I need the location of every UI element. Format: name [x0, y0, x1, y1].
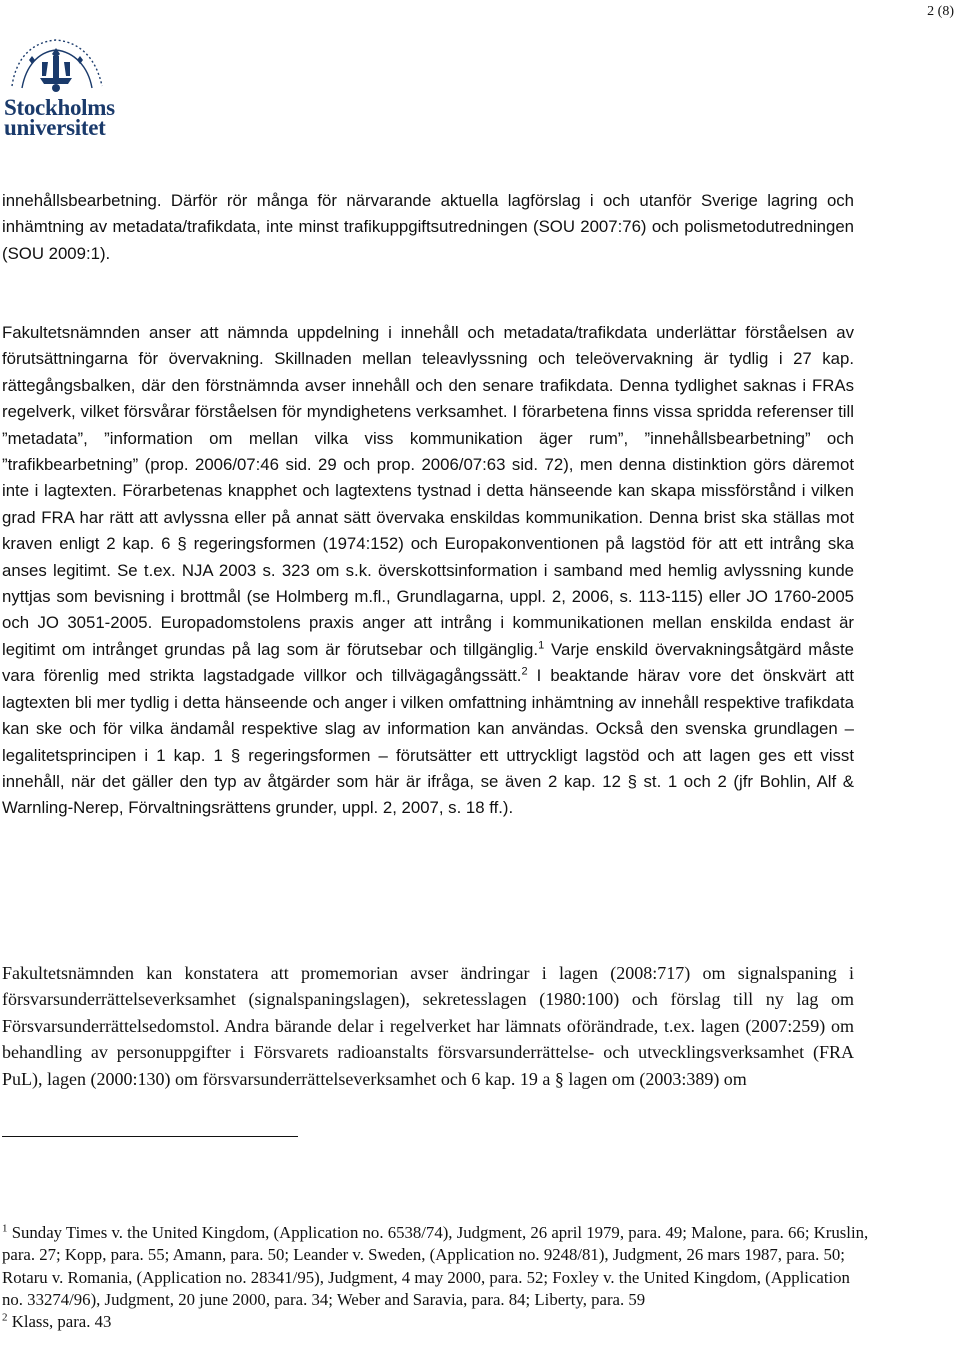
- footnotes: [2, 1222, 872, 1333]
- footnote-1: [2, 1222, 872, 1311]
- paragraph-3: Fakultetsnämnden kan konstatera att promemorian avser ändringar i lagen (2008:717) om signalspaning i försvarsunderrättelseverksamhet (signalspaningslagen), sekretesslagen (1980:100) och förslag till ny lag om Försvarsunderrättelsedomstol. Andra bärande delar i regelverket har lämnats oförändrade, t.ex. lagen (2007:259) om behandling av personuppgifter i Försvarets radioanstalts försvarsunderrättelse- och utvecklingsverksamhet (FRA PuL), lagen (2000:130) om försvarsunderrättelseverksamhet och 6 kap. 19 a § lagen om (2003:389) om: [2, 963, 854, 1089]
- university-crest-icon: [2, 36, 112, 98]
- footnote-text-2: Klass, para. 43: [7, 1312, 112, 1332]
- paragraph-1: innehållsbearbetning. Därför rör många för närvarande aktuella lagförslag i och utanför Sverige lagring och inhämtning av metadata/trafikdata, inte minst trafikuppgiftsutredningen (SOU 2007:76) och polismetodutredningen (SOU 2009:1).: [2, 191, 854, 263]
- paragraph-2-part-2: Varje enskild övervakningsåtgärd måste vara förenlig med strikta lagstadgade villkor och tillvägagångssätt.: [2, 639, 854, 686]
- paragraph-2-part-1: Fakultetsnämnden anser att nämnda uppdelning i innehåll och metadata/trafikdata underlättar förståelsen av förutsättningarna för övervakning. Skillnaden mellan teleavlyssning och teleövervakning är tydlig i 27 kap. rättegångsbalken, där den förstnämnda avser innehåll och den senare trafikdata. Denna tydlighet saknas i FRAs regelverk, vilket försvårar förståelsen för myndighetens verksamhet. I förarbetena finns vissa spridda referenser till ”metadata”, ”information om mellan vilka viss kommunikation äger rum”, ”innehållsbearbetning” och ”trafikbearbetning” (prop. 2006/07:46 sid. 29 och prop. 2006/07:63 sid. 72), men denna distinktion görs däremot inte i lagtexten. Förarbetenas knapphet och lagtextens tystnad i detta hänseende kan skapa missförstånd i vilken grad FRA har rätt att avlyssna eller på annat sätt övervaka enskildas kommunikation. Denna brist ska ställas mot kraven enligt 2 kap. 6 § regeringsformen (1974:152) och Europakonventionen på lagstöd för att ett intrång ska anses legitimt. Se t.ex. NJA 2003 s. 323 om s.k. överskottsinformation i samband med hemlig avlyssning kunde nyttjas som bevisning i brottmål (se Holmberg m.fl., Grundlagarna, uppl. 2, 2006, s. 113-115) eller JO 1760-2005 och JO 3051-2005. Europadomstolens praxis anger att intrång i kommunikationen mellan enskilda endast är legitimt om intrånget grundas på lag som är förutsebar och tillgänglig.: [2, 323, 854, 659]
- logo-line-2: universitet: [4, 115, 106, 140]
- footnote-2: [2, 1311, 872, 1333]
- footnote-text-1: Sunday Times v. the United Kingdom, (Application no. 6538/74), Judgment, 26 april 1979, para. 49; Malone, para. 66; Kruslin, para. 27; Kopp, para. 55; Amann, para. 50; Leander v. Sweden, (Application no. 9248/81), Judgment, 26 mars 1987, para. 50; Rotaru v. Romania, (Application no. 28341/95), Judgment, 4 may 2000, para. 52; Foxley v. the United Kingdom, (Application no. 33274/96), Judgment, 20 june 2000, para. 34; Weber and Saravia, para. 84; Liberty, para. 59: [2, 1223, 869, 1309]
- paragraph-2-part-3: I beaktande härav vore det önskvärt att lagtexten bli mer tydlig i detta hänseende och anger i vilken omfattning inhämtning av innehåll respektive trafikdata kan ske och för vilka ändamål respektive slag av information kan användas. Också den svenska grundlagen – legalitetsprincipen i 1 kap. 1 § regeringsformen – förutsätter ett uttryckligt lagstöd och att lagen ges ett visst innehåll, när det gäller den typ av åtgärder som här är ifråga, se även 2 kap. 12 § st. 1 och 2 (jfr Bohlin, Alf & Warnling-Nerep, Förvaltningsrättens grunder, uppl. 2, 2007, s. 18 ff.).: [2, 666, 854, 818]
- paragraph-2: [2, 320, 854, 822]
- university-name: [4, 95, 115, 140]
- footnote-marker-1: 1: [2, 1222, 8, 1235]
- logo-line-1: Stockholms: [4, 95, 115, 120]
- university-logo: [2, 36, 122, 140]
- footnote-ref-1[interactable]: 1: [538, 639, 545, 652]
- footnote-marker-2: 2: [2, 1311, 8, 1324]
- footnote-ref-2[interactable]: 2: [521, 665, 528, 678]
- page-number: 2 (8): [927, 4, 954, 19]
- footnote-divider: [2, 1136, 298, 1137]
